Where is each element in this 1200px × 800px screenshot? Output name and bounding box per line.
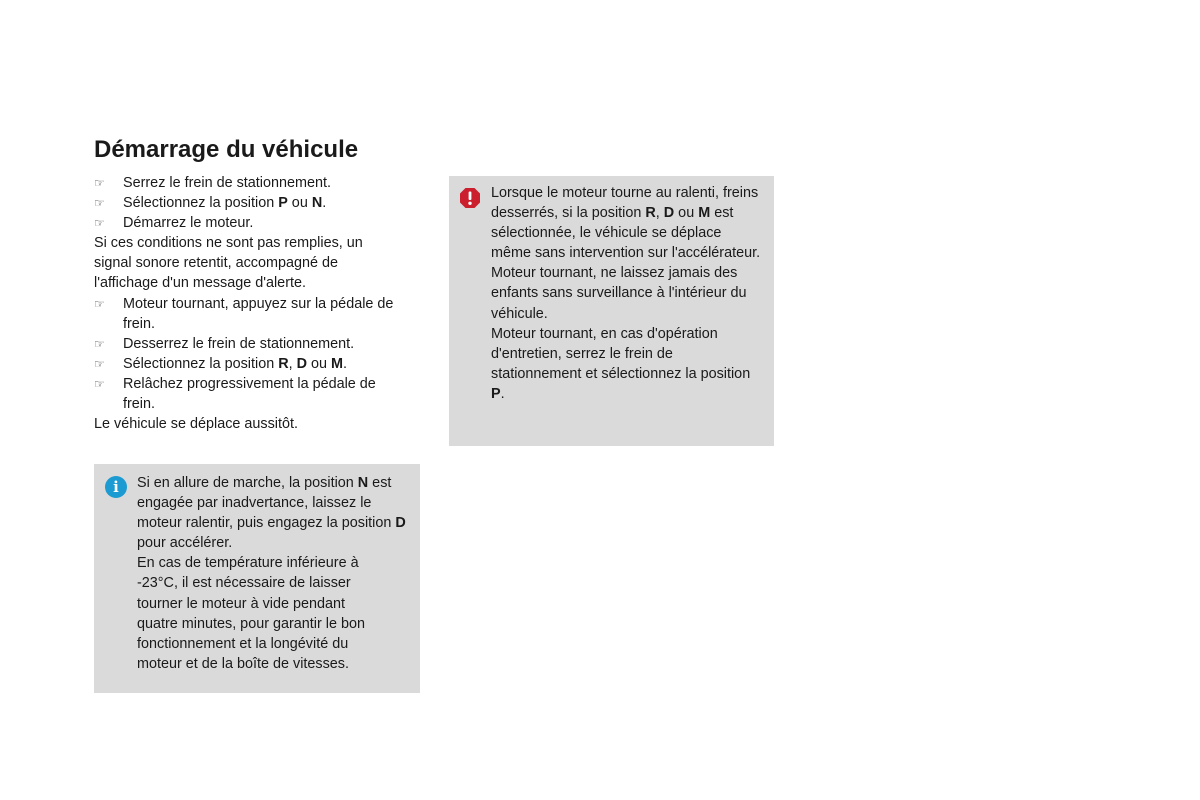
result-paragraph: Le véhicule se déplace aussitôt. <box>94 416 298 433</box>
step-item: ☞ Sélectionnez la position P ou N. <box>94 193 424 213</box>
step-item: ☞ Serrez le frein de stationnement. <box>94 173 424 193</box>
info-paragraph: Si en allure de marche, la position N est engagée par inadvertance, laissez le moteur ralentir, puis engagez la position D pour accélérer. <box>137 475 406 552</box>
pointing-hand-icon: ☞ <box>94 296 105 311</box>
step-item: ☞ Desserrez le frein de stationnement. <box>94 334 424 354</box>
warning-paragraph: Moteur tournant, en cas d'opération d'entretien, serrez le frein de stationnement et sélectionnez la position P. <box>491 325 751 402</box>
info-icon: i <box>105 476 127 498</box>
pointing-hand-icon: ☞ <box>94 196 105 211</box>
pointing-hand-icon: ☞ <box>94 356 105 371</box>
info-box <box>94 464 420 693</box>
warning-paragraph: Lorsque le moteur tourne au ralenti, freins desserrés, si la position R, D ou M est sélectionnée, le véhicule se déplace même sans intervention sur l'accélérateur. <box>491 185 761 262</box>
conditions-paragraph: Si ces conditions ne sont pas remplies, un signal sonore retentit, accompagné de l'affichage d'un message d'alerte. <box>94 235 363 292</box>
warning-box <box>449 176 774 446</box>
page-title: Démarrage du véhicule <box>94 136 359 163</box>
instructions-column <box>94 173 424 434</box>
warning-paragraph: Moteur tournant, ne laissez jamais des enfants sans surveillance à l'intérieur du véhicule. <box>491 265 747 322</box>
warning-icon <box>459 187 481 209</box>
pointing-hand-icon: ☞ <box>94 336 105 351</box>
step-item: ☞ Sélectionnez la position R, D ou M. <box>94 354 424 374</box>
pointing-hand-icon: ☞ <box>94 216 105 231</box>
step-item: ☞ Démarrez le moteur. <box>94 213 424 233</box>
step-item: ☞ Relâchez progressivement la pédale de frein. <box>94 375 376 413</box>
step-item: ☞ Moteur tournant, appuyez sur la pédale de frein. <box>94 295 394 332</box>
info-paragraph: En cas de température inférieure à -23°C, il est nécessaire de laisser tourner le moteur à vide pendant quatre minutes, pour garantir le bon fonctionnement et la longévité du moteur et de la boîte de vitesses. <box>137 555 365 672</box>
pointing-hand-icon: ☞ <box>94 176 105 190</box>
pointing-hand-icon: ☞ <box>94 376 105 391</box>
